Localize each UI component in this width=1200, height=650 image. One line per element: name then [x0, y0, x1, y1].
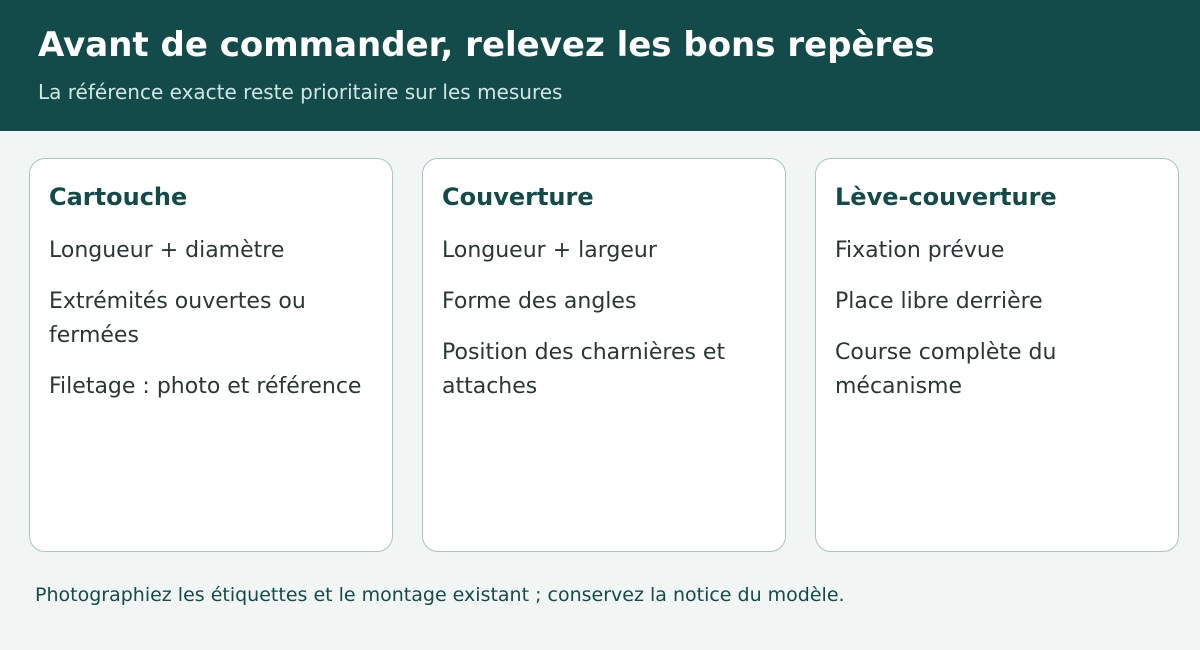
card-title: Couverture — [442, 183, 594, 211]
card-title: Lève-couverture — [835, 183, 1057, 211]
list-item: Forme des angles — [442, 289, 637, 314]
card-title: Cartouche — [49, 183, 188, 211]
list-item: Place libre derrière — [835, 289, 1043, 314]
list-item: Position des charnières et attaches — [442, 340, 726, 399]
list-item: Longueur + largeur — [442, 238, 657, 263]
card-couverture — [422, 158, 786, 552]
card-leve-couverture — [815, 158, 1179, 552]
page-subtitle: La référence exacte reste prioritaire sur les mesures — [38, 80, 563, 104]
card-list — [442, 234, 762, 421]
footer-note: Photographiez les étiquettes et le montage existant ; conservez la notice du modèle. — [35, 584, 845, 606]
list-item: Course complète du mécanisme — [835, 340, 1057, 399]
card-list — [835, 234, 1155, 421]
list-item: Fixation prévue — [835, 238, 1005, 263]
header-banner — [0, 0, 1200, 131]
list-item: Extrémités ouvertes ou fermées — [49, 289, 306, 348]
card-list — [49, 234, 369, 421]
list-item: Filetage : photo et référence — [49, 374, 362, 399]
card-cartouche — [29, 158, 393, 552]
list-item: Longueur + diamètre — [49, 238, 285, 263]
page-title: Avant de commander, relevez les bons repères — [38, 25, 935, 65]
